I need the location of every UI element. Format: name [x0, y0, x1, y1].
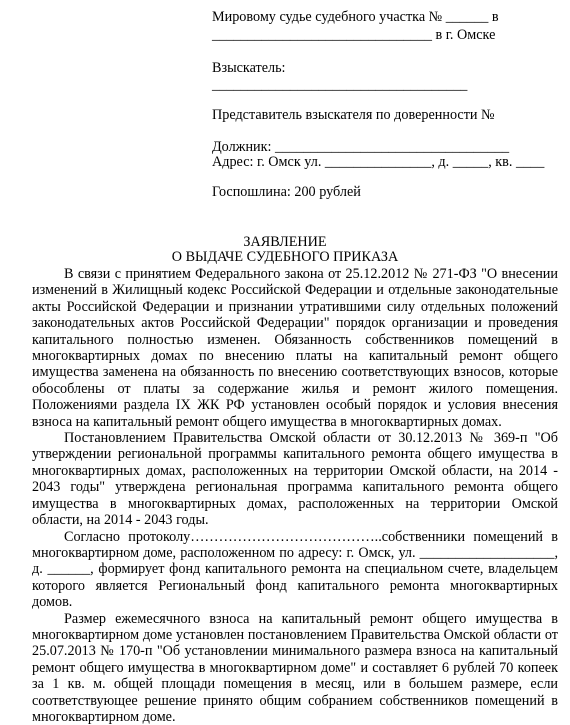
paragraph: Согласно протоколу…………………………………..собственники помещений в многоквартирном доме, расположенном по адресу: г. Омск, ул. ___________________, д. ______, формирует фонд капитального ремонта на специальном счете, владельцем которого является Региональный фонд капитального ремонта многоквартирных домов. — [32, 528, 558, 611]
debtor-line: Должник: _________________________________ — [212, 139, 510, 155]
document-body — [32, 266, 558, 725]
document-title: ЗАЯВЛЕНИЕ — [243, 234, 327, 250]
debtor-address-line: Адрес: г. Омск ул. _______________, д. _____, кв. ____ — [212, 154, 545, 170]
header-court-line: Мировому судье судебного участка № ______ в — [212, 9, 499, 25]
paragraph: Постановлением Правительства Омской области от 30.12.2013 № 369-п "Об утверждении региональной программы капитального ремонта общего имущества в многоквартирных домах, расположенных на территории Омской области, на 2014 - 2043 годы" утверждена региональная программа капитального ремонта общего имущества в многоквартирных домах, расположенных на территории Омской области, на 2014 - 2043 годы. — [32, 430, 558, 529]
document-subtitle: О ВЫДАЧЕ СУДЕБНОГО ПРИКАЗА — [171, 249, 399, 265]
representative-label: Представитель взыскателя по доверенности № — [212, 107, 495, 123]
header-court-location: _______________________________ в г. Омске — [212, 27, 496, 43]
claimant-blank: ____________________________________ — [212, 77, 468, 93]
paragraph: В связи с принятием Федерального закона от 25.12.2012 № 271-ФЗ "О внесении изменений в Жилищный кодекс Российской Федерации и отдельные законодательные акты Российской Федерации и признании утратившими силу отдельных положений законодательных актов Российской Федерации" порядок организации и проведения капитального полностью изменен. Обязанность собственников помещений в многоквартирных домах по внесению платы на капитальный ремонт общего имущества заменена на обязанность по внесению соответствующих взносов, которые обособлены от платы за содержание жилья и ремонт жилого помещения. Положениями раздела IX ЖК РФ установлен особый порядок и условия внесения взноса на капитальный ремонт общего имущества в многоквартирных домах. — [32, 266, 558, 430]
paragraph: Размер ежемесячного взноса на капитальный ремонт общего имущества в многоквартирном доме установлен постановлением Правительства Омской области от 25.07.2013 № 170-п "Об установлении минимального размера взноса на капитальный ремонт общего имущества в многоквартирном доме" и составляет 6 рублей 70 копеек за 1 кв. м. общей площади помещения в месяц, или в большем размере, если соответствующее решение принято общим собранием собственников помещений в многоквартирном доме. — [32, 610, 558, 725]
claimant-label: Взыскатель: — [212, 60, 286, 76]
state-duty-line: Госпошлина: 200 рублей — [212, 184, 361, 200]
